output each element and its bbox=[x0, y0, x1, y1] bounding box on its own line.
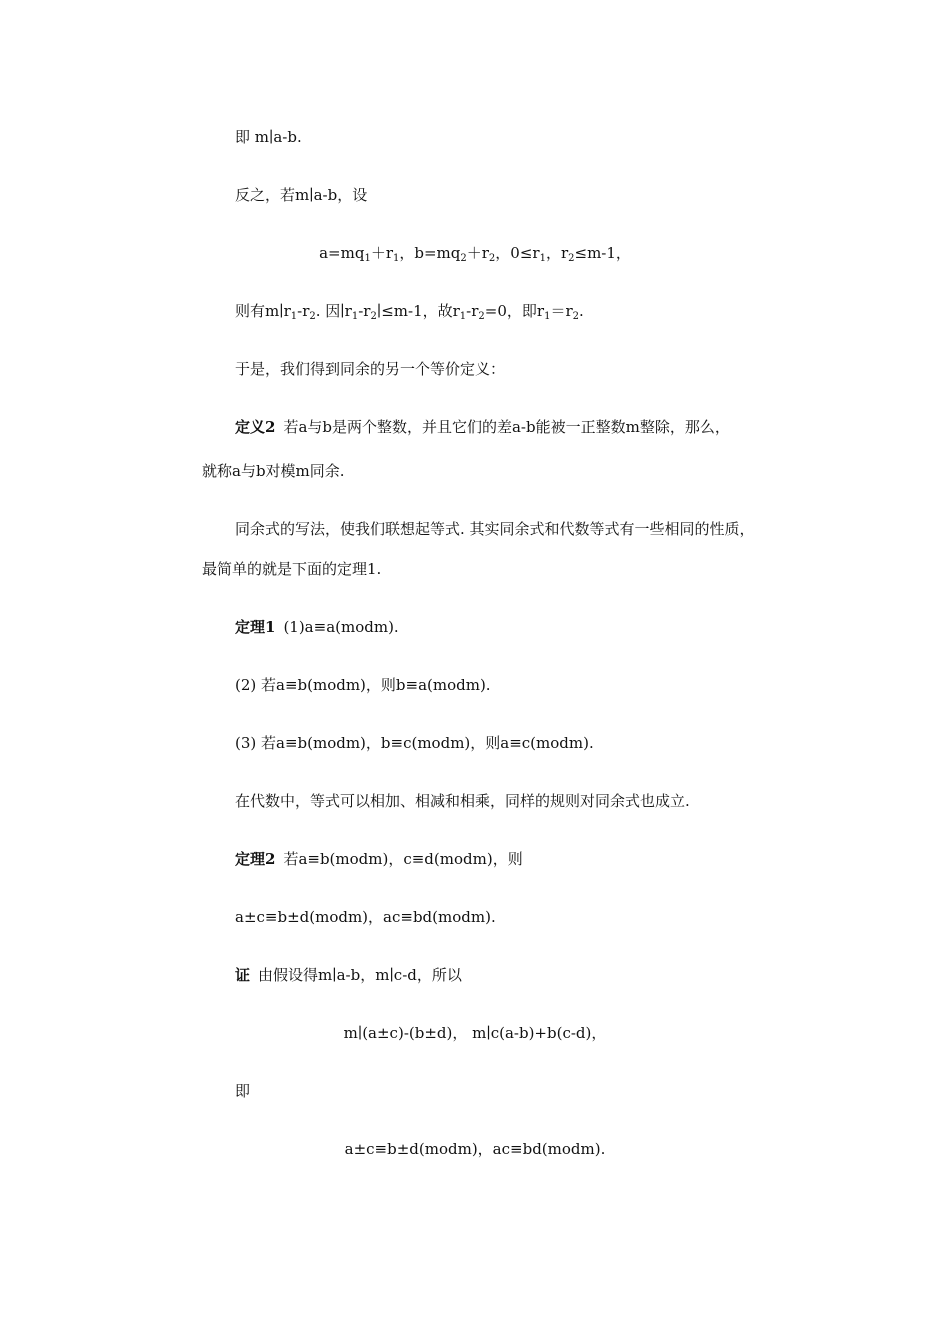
text-line-5: 于是，我们得到同余的另一个等价定义： bbox=[235, 360, 506, 378]
text-line-2: 反之，若m∣a-b，设 bbox=[235, 186, 368, 204]
text-line-4: 则有$m∣r_1-r_2$. 因$∣r_1-r_2∣\le m-1$，故$r_1-r_2=0$，即$r_1=r_2$. bbox=[235, 302, 584, 322]
text-line-7: 就称a与b对模m同余. bbox=[202, 462, 345, 480]
theorem-heading: 定理1 bbox=[235, 618, 276, 636]
definition-heading: 定义2 bbox=[235, 418, 276, 436]
equation-divisibility: m∣(a±c)-(b±d)， m∣c(a-b)+b(c-d)， bbox=[343, 1024, 607, 1042]
text-line-18: 即 bbox=[235, 1082, 251, 1100]
theorem-2: 定理2 若a≡b(modm)，c≡d(modm)，则 bbox=[235, 850, 523, 868]
theorem-2-statement: a±c≡b±d(modm)，ac≡bd(modm). bbox=[235, 908, 496, 926]
proof-heading: 证 bbox=[235, 966, 251, 984]
text-line-13: 在代数中，等式可以相加、相减和相乘，同样的规则对同余式也成立. bbox=[235, 792, 690, 810]
theorem-1-part-2: (2) 若a≡b(modm)，则b≡a(modm). bbox=[235, 676, 491, 694]
text-line-1: 即 m∣a-b. bbox=[235, 128, 302, 146]
theorem-1: 定理1 (1)a≡a(modm). bbox=[235, 618, 399, 636]
text-line-8: 同余式的写法，使我们联想起等式. 其实同余式和代数等式有一些相同的性质， bbox=[235, 520, 755, 538]
theorem-1-part-3: (3) 若a≡b(modm)，b≡c(modm)，则a≡c(modm). bbox=[235, 734, 594, 752]
proof: 证 由假设得m∣a-b，m∣c-d，所以 bbox=[235, 966, 462, 984]
equation-remainders: $a=mq_1+r_1$，$b=mq_2+r_2$，$0\le r_1$，$r_2\le m-1$， bbox=[319, 244, 631, 264]
theorem-heading: 定理2 bbox=[235, 850, 276, 868]
equation-conclusion: a±c≡b±d(modm)，ac≡bd(modm). bbox=[344, 1140, 606, 1158]
text-line-9: 最简单的就是下面的定理1. bbox=[202, 560, 382, 578]
definition-2: 定义2 若a与b是两个整数，并且它们的差a-b能被一正整数m整除，那么， bbox=[235, 418, 730, 436]
